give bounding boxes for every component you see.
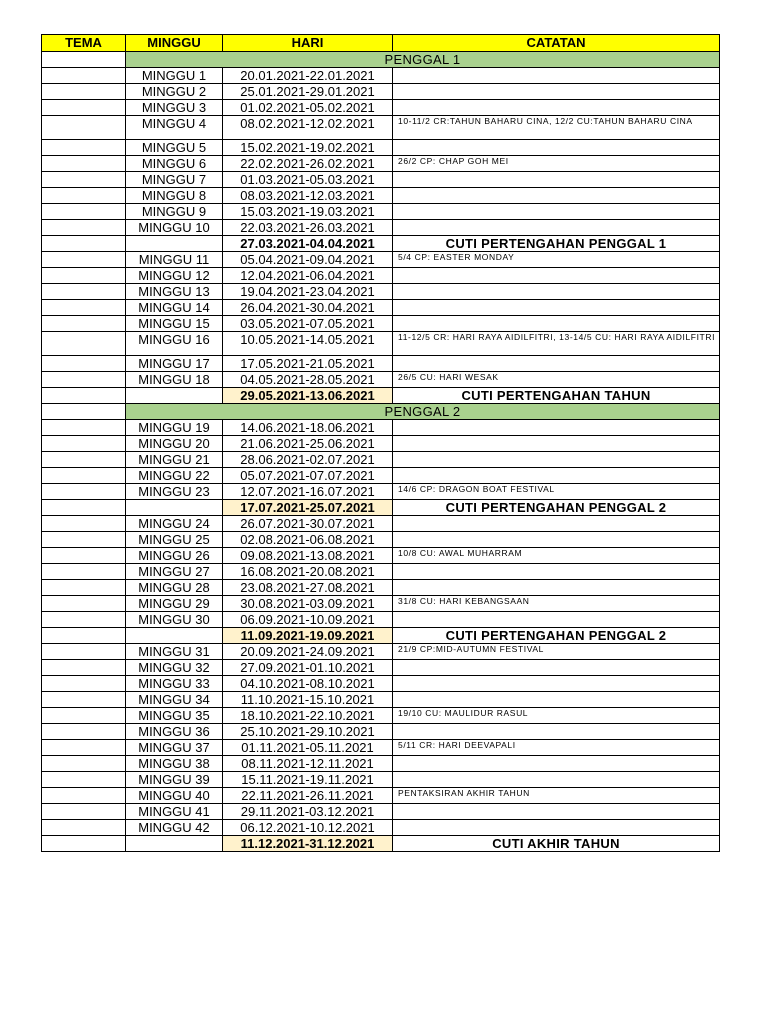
holiday-dates: 11.09.2021-19.09.2021 (223, 628, 393, 644)
week-dates: 22.03.2021-26.03.2021 (223, 220, 393, 236)
tema-cell (42, 372, 126, 388)
week-note (393, 724, 720, 740)
week-number: MINGGU 15 (126, 316, 223, 332)
holiday-dates: 11.12.2021-31.12.2021 (223, 836, 393, 852)
holiday-dates: 27.03.2021-04.04.2021 (223, 236, 393, 252)
week-note: 11-12/5 CR: HARI RAYA AIDILFITRI, 13-14/5 CU: HARI RAYA AIDILFITRI (393, 332, 720, 356)
week-dates: 22.11.2021-26.11.2021 (223, 788, 393, 804)
week-note (393, 756, 720, 772)
week-row (42, 724, 720, 740)
week-number: MINGGU 20 (126, 436, 223, 452)
week-number: MINGGU 26 (126, 548, 223, 564)
week-number: MINGGU 39 (126, 772, 223, 788)
tema-cell (42, 84, 126, 100)
week-dates: 03.05.2021-07.05.2021 (223, 316, 393, 332)
week-row (42, 436, 720, 452)
term-label: PENGGAL 1 (126, 52, 720, 68)
week-row (42, 580, 720, 596)
week-note (393, 140, 720, 156)
week-number: MINGGU 13 (126, 284, 223, 300)
week-dates: 12.07.2021-16.07.2021 (223, 484, 393, 500)
week-number: MINGGU 6 (126, 156, 223, 172)
term-label: PENGGAL 2 (126, 404, 720, 420)
week-dates: 06.09.2021-10.09.2021 (223, 612, 393, 628)
tema-cell (42, 236, 126, 252)
holiday-label: CUTI PERTENGAHAN PENGGAL 1 (393, 236, 720, 252)
week-number: MINGGU 12 (126, 268, 223, 284)
tema-cell (42, 268, 126, 284)
tema-cell (42, 468, 126, 484)
week-dates: 22.02.2021-26.02.2021 (223, 156, 393, 172)
tema-cell (42, 516, 126, 532)
week-dates: 26.07.2021-30.07.2021 (223, 516, 393, 532)
week-note (393, 452, 720, 468)
week-note (393, 436, 720, 452)
week-number: MINGGU 5 (126, 140, 223, 156)
week-row (42, 268, 720, 284)
week-note (393, 580, 720, 596)
week-row (42, 596, 720, 612)
week-row (42, 356, 720, 372)
tema-cell (42, 172, 126, 188)
week-dates: 05.04.2021-09.04.2021 (223, 252, 393, 268)
tema-cell (42, 724, 126, 740)
tema-cell (42, 68, 126, 84)
week-number: MINGGU 35 (126, 708, 223, 724)
tema-cell (42, 140, 126, 156)
week-note: 26/2 CP: CHAP GOH MEI (393, 156, 720, 172)
week-dates: 16.08.2021-20.08.2021 (223, 564, 393, 580)
week-number: MINGGU 28 (126, 580, 223, 596)
week-number: MINGGU 23 (126, 484, 223, 500)
week-row (42, 660, 720, 676)
week-row (42, 172, 720, 188)
holiday-label: CUTI PERTENGAHAN TAHUN (393, 388, 720, 404)
week-dates: 08.11.2021-12.11.2021 (223, 756, 393, 772)
tema-cell (42, 500, 126, 516)
tema-cell (42, 580, 126, 596)
week-note (393, 268, 720, 284)
week-dates: 08.02.2021-12.02.2021 (223, 116, 393, 140)
tema-cell (42, 156, 126, 172)
week-note: 21/9 CP:MID-AUTUMN FESTIVAL (393, 644, 720, 660)
header-hari: HARI (223, 35, 393, 52)
week-dates: 09.08.2021-13.08.2021 (223, 548, 393, 564)
week-row (42, 788, 720, 804)
week-row (42, 156, 720, 172)
week-row (42, 188, 720, 204)
week-row (42, 532, 720, 548)
week-note: 26/5 CU: HARI WESAK (393, 372, 720, 388)
week-note (393, 804, 720, 820)
tema-cell (42, 548, 126, 564)
holiday-dates: 29.05.2021-13.06.2021 (223, 388, 393, 404)
week-row (42, 300, 720, 316)
holiday-row (42, 836, 720, 852)
holiday-label: CUTI PERTENGAHAN PENGGAL 2 (393, 628, 720, 644)
tema-cell (42, 252, 126, 268)
week-dates: 20.01.2021-22.01.2021 (223, 68, 393, 84)
header-row (42, 35, 720, 52)
week-row (42, 516, 720, 532)
tema-cell (42, 788, 126, 804)
week-dates: 17.05.2021-21.05.2021 (223, 356, 393, 372)
week-note (393, 68, 720, 84)
week-note (393, 676, 720, 692)
week-row (42, 612, 720, 628)
week-note (393, 612, 720, 628)
week-row (42, 564, 720, 580)
week-number: MINGGU 41 (126, 804, 223, 820)
week-number: MINGGU 38 (126, 756, 223, 772)
week-row (42, 84, 720, 100)
week-note (393, 516, 720, 532)
week-number: MINGGU 37 (126, 740, 223, 756)
week-dates: 18.10.2021-22.10.2021 (223, 708, 393, 724)
week-dates: 04.05.2021-28.05.2021 (223, 372, 393, 388)
week-note: 31/8 CU: HARI KEBANGSAAN (393, 596, 720, 612)
week-note (393, 300, 720, 316)
week-note (393, 204, 720, 220)
week-note: 10/8 CU: AWAL MUHARRAM (393, 548, 720, 564)
week-row (42, 484, 720, 500)
week-note (393, 772, 720, 788)
tema-cell (42, 532, 126, 548)
week-row (42, 804, 720, 820)
week-row (42, 284, 720, 300)
week-note (393, 220, 720, 236)
week-number: MINGGU 10 (126, 220, 223, 236)
week-dates: 02.08.2021-06.08.2021 (223, 532, 393, 548)
week-note (393, 356, 720, 372)
week-note (393, 316, 720, 332)
tema-cell (42, 100, 126, 116)
week-note (393, 820, 720, 836)
week-number: MINGGU 36 (126, 724, 223, 740)
school-calendar-table (41, 34, 720, 852)
week-dates: 01.02.2021-05.02.2021 (223, 100, 393, 116)
week-note (393, 692, 720, 708)
week-dates: 25.10.2021-29.10.2021 (223, 724, 393, 740)
week-number: MINGGU 29 (126, 596, 223, 612)
week-dates: 27.09.2021-01.10.2021 (223, 660, 393, 676)
week-dates: 25.01.2021-29.01.2021 (223, 84, 393, 100)
tema-cell (42, 420, 126, 436)
tema-cell (42, 220, 126, 236)
term-row (42, 404, 720, 420)
week-number: MINGGU 31 (126, 644, 223, 660)
header-tema: TEMA (42, 35, 126, 52)
minggu-cell (126, 500, 223, 516)
tema-cell (42, 452, 126, 468)
holiday-row (42, 236, 720, 252)
tema-cell (42, 660, 126, 676)
week-note (393, 100, 720, 116)
week-dates: 30.08.2021-03.09.2021 (223, 596, 393, 612)
week-number: MINGGU 34 (126, 692, 223, 708)
week-row (42, 644, 720, 660)
week-number: MINGGU 17 (126, 356, 223, 372)
week-number: MINGGU 11 (126, 252, 223, 268)
week-dates: 08.03.2021-12.03.2021 (223, 188, 393, 204)
week-dates: 15.11.2021-19.11.2021 (223, 772, 393, 788)
week-number: MINGGU 30 (126, 612, 223, 628)
week-dates: 06.12.2021-10.12.2021 (223, 820, 393, 836)
tema-cell (42, 612, 126, 628)
calendar-table-wrapper (41, 34, 720, 852)
tema-cell (42, 188, 126, 204)
week-dates: 15.03.2021-19.03.2021 (223, 204, 393, 220)
week-dates: 11.10.2021-15.10.2021 (223, 692, 393, 708)
week-number: MINGGU 8 (126, 188, 223, 204)
week-dates: 01.11.2021-05.11.2021 (223, 740, 393, 756)
tema-cell (42, 628, 126, 644)
week-number: MINGGU 4 (126, 116, 223, 140)
week-row (42, 420, 720, 436)
week-number: MINGGU 1 (126, 68, 223, 84)
week-row (42, 708, 720, 724)
tema-cell (42, 388, 126, 404)
week-row (42, 692, 720, 708)
week-note (393, 84, 720, 100)
week-row (42, 332, 720, 356)
minggu-cell (126, 388, 223, 404)
week-note: PENTAKSIRAN AKHIR TAHUN (393, 788, 720, 804)
week-row (42, 116, 720, 140)
week-number: MINGGU 3 (126, 100, 223, 116)
tema-cell (42, 564, 126, 580)
holiday-row (42, 388, 720, 404)
week-dates: 23.08.2021-27.08.2021 (223, 580, 393, 596)
week-row (42, 772, 720, 788)
week-note (393, 284, 720, 300)
week-note: 5/11 CR: HARI DEEVAPALI (393, 740, 720, 756)
tema-cell (42, 772, 126, 788)
week-row (42, 548, 720, 564)
minggu-cell (126, 628, 223, 644)
minggu-cell (126, 236, 223, 252)
week-dates: 20.09.2021-24.09.2021 (223, 644, 393, 660)
week-dates: 04.10.2021-08.10.2021 (223, 676, 393, 692)
week-number: MINGGU 27 (126, 564, 223, 580)
tema-cell (42, 836, 126, 852)
week-number: MINGGU 9 (126, 204, 223, 220)
week-row (42, 252, 720, 268)
holiday-row (42, 500, 720, 516)
week-note (393, 188, 720, 204)
header-catatan: CATATAN (393, 35, 720, 52)
tema-cell (42, 316, 126, 332)
week-row (42, 316, 720, 332)
tema-cell (42, 676, 126, 692)
week-dates: 12.04.2021-06.04.2021 (223, 268, 393, 284)
week-note: 14/6 CP: DRAGON BOAT FESTIVAL (393, 484, 720, 500)
week-note (393, 564, 720, 580)
week-row (42, 140, 720, 156)
calendar-body (42, 52, 720, 852)
week-note: 10-11/2 CR:TAHUN BAHARU CINA, 12/2 CU:TAHUN BAHARU CINA (393, 116, 720, 140)
week-row (42, 204, 720, 220)
week-note: 5/4 CP: EASTER MONDAY (393, 252, 720, 268)
week-row (42, 468, 720, 484)
week-note (393, 660, 720, 676)
week-note (393, 420, 720, 436)
week-row (42, 220, 720, 236)
week-row (42, 756, 720, 772)
week-row (42, 676, 720, 692)
tema-cell (42, 116, 126, 140)
week-number: MINGGU 32 (126, 660, 223, 676)
week-row (42, 68, 720, 84)
week-number: MINGGU 24 (126, 516, 223, 532)
week-dates: 28.06.2021-02.07.2021 (223, 452, 393, 468)
holiday-row (42, 628, 720, 644)
holiday-label: CUTI PERTENGAHAN PENGGAL 2 (393, 500, 720, 516)
week-number: MINGGU 2 (126, 84, 223, 100)
week-dates: 15.02.2021-19.02.2021 (223, 140, 393, 156)
week-dates: 14.06.2021-18.06.2021 (223, 420, 393, 436)
tema-cell (42, 332, 126, 356)
week-number: MINGGU 7 (126, 172, 223, 188)
tema-cell (42, 820, 126, 836)
week-row (42, 740, 720, 756)
week-dates: 19.04.2021-23.04.2021 (223, 284, 393, 300)
week-row (42, 100, 720, 116)
tema-cell (42, 404, 126, 420)
tema-cell (42, 692, 126, 708)
week-note (393, 468, 720, 484)
week-dates: 29.11.2021-03.12.2021 (223, 804, 393, 820)
tema-cell (42, 708, 126, 724)
week-row (42, 452, 720, 468)
tema-cell (42, 284, 126, 300)
week-number: MINGGU 16 (126, 332, 223, 356)
week-number: MINGGU 14 (126, 300, 223, 316)
tema-cell (42, 596, 126, 612)
tema-cell (42, 756, 126, 772)
tema-cell (42, 644, 126, 660)
term-row (42, 52, 720, 68)
tema-cell (42, 484, 126, 500)
tema-cell (42, 204, 126, 220)
tema-cell (42, 740, 126, 756)
week-number: MINGGU 22 (126, 468, 223, 484)
week-number: MINGGU 21 (126, 452, 223, 468)
minggu-cell (126, 836, 223, 852)
week-number: MINGGU 18 (126, 372, 223, 388)
week-note (393, 532, 720, 548)
week-dates: 21.06.2021-25.06.2021 (223, 436, 393, 452)
week-number: MINGGU 25 (126, 532, 223, 548)
tema-cell (42, 804, 126, 820)
tema-cell (42, 300, 126, 316)
week-number: MINGGU 19 (126, 420, 223, 436)
week-dates: 01.03.2021-05.03.2021 (223, 172, 393, 188)
week-number: MINGGU 33 (126, 676, 223, 692)
week-dates: 26.04.2021-30.04.2021 (223, 300, 393, 316)
holiday-dates: 17.07.2021-25.07.2021 (223, 500, 393, 516)
tema-cell (42, 436, 126, 452)
week-dates: 10.05.2021-14.05.2021 (223, 332, 393, 356)
week-number: MINGGU 40 (126, 788, 223, 804)
tema-cell (42, 52, 126, 68)
week-note (393, 172, 720, 188)
week-row (42, 820, 720, 836)
holiday-label: CUTI AKHIR TAHUN (393, 836, 720, 852)
header-minggu: MINGGU (126, 35, 223, 52)
week-number: MINGGU 42 (126, 820, 223, 836)
week-row (42, 372, 720, 388)
week-note: 19/10 CU: MAULIDUR RASUL (393, 708, 720, 724)
tema-cell (42, 356, 126, 372)
week-dates: 05.07.2021-07.07.2021 (223, 468, 393, 484)
